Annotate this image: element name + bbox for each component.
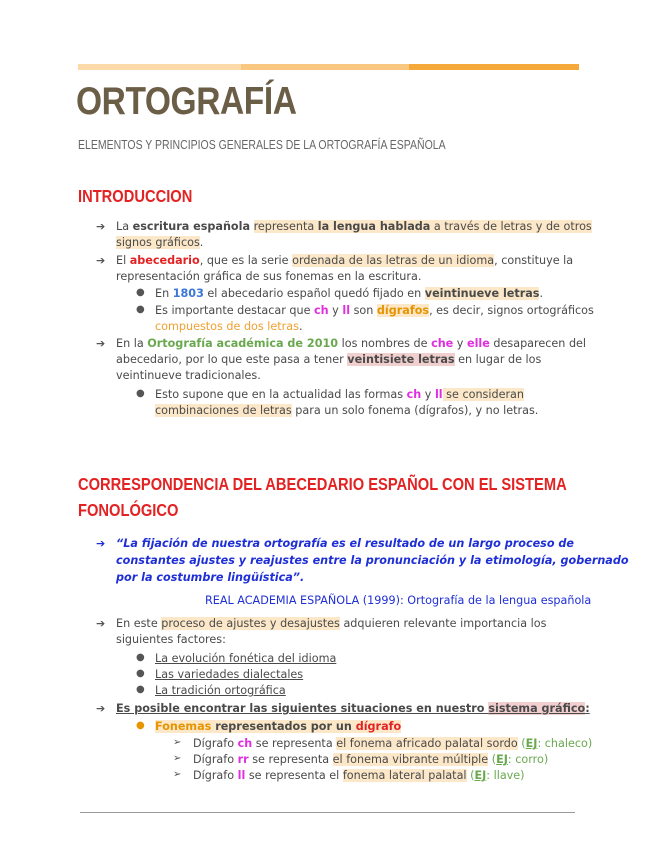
intro-paragraph-3-cont2: veintinueve tradicionales. bbox=[116, 369, 261, 382]
intro-paragraph-1-cont: signos gráficos. bbox=[116, 236, 204, 249]
heading-introduccion: INTRODUCCION bbox=[78, 186, 193, 206]
corr-subitem: Fonemas representados por un dígrafo bbox=[155, 720, 402, 733]
intro-bullet-3-cont: combinaciones de letras para un solo fonema (dígrafos), y no letras. bbox=[155, 404, 539, 417]
heading-correspondencia: CORRESPONDENCIA DEL ABECEDARIO ESPAÑOL CON EL SISTEMA bbox=[78, 474, 567, 494]
page-subtitle: ELEMENTOS Y PRINCIPIOS GENERALES DE LA ORTOGRAFÍA ESPAÑOLA bbox=[78, 138, 446, 152]
intro-paragraph-1: La escritura española representa la lengua hablada a través de letras y de otros bbox=[116, 220, 592, 233]
intro-paragraph-2: El abecedario, que es la serie ordenada de las letras de un idioma, constituye la bbox=[116, 254, 574, 267]
dot-bullet-icon: ● bbox=[136, 720, 145, 731]
intro-paragraph-2-cont: representación gráfica de sus fonemas en la escritura. bbox=[116, 270, 422, 283]
corr-paragraph-2: Es posible encontrar las siguientes situaciones en nuestro sistema gráfico: bbox=[116, 702, 590, 715]
factor-item: La tradición ortográfica bbox=[155, 684, 286, 697]
dot-bullet-icon: ● bbox=[136, 287, 145, 298]
dot-bullet-icon: ● bbox=[136, 304, 145, 315]
intro-bullet-3: Esto supone que en la actualidad las formas ch y ll se consideran bbox=[155, 388, 525, 401]
quote-line-2: constantes ajustes y reajustes entre la pronunciación y la etimología, gobernado bbox=[116, 554, 629, 567]
digraph-ch: Dígrafo ch se representa el fonema africado palatal sordo (EJ: chaleco) bbox=[193, 737, 593, 750]
top-accent-bar bbox=[78, 64, 579, 70]
arrow-bullet-icon: ➔ bbox=[96, 537, 106, 550]
arrow-bullet-icon: ➔ bbox=[96, 220, 106, 233]
arrow-bullet-icon: ➔ bbox=[96, 254, 106, 267]
arrow-bullet-icon: ➔ bbox=[96, 617, 106, 630]
dot-bullet-icon: ● bbox=[136, 684, 145, 695]
quote-line-3: por la costumbre lingüística”. bbox=[116, 571, 305, 584]
chevron-bullet-icon: ➢ bbox=[173, 753, 182, 764]
chevron-bullet-icon: ➢ bbox=[173, 769, 182, 780]
factor-item: Las variedades dialectales bbox=[155, 668, 304, 681]
accent-segment-dark bbox=[409, 64, 579, 70]
footer-divider bbox=[80, 812, 575, 813]
dot-bullet-icon: ● bbox=[136, 668, 145, 679]
arrow-bullet-icon: ➔ bbox=[96, 702, 106, 715]
intro-paragraph-3-cont: abecedario, por lo que este pasa a tener veintisiete letras en lugar de los bbox=[116, 353, 542, 366]
factor-item: La evolución fonética del idioma bbox=[155, 652, 337, 665]
accent-segment-light bbox=[78, 64, 241, 70]
intro-bullet-1: En 1803 el abecedario español quedó fijado en veintinueve letras. bbox=[155, 287, 544, 300]
corr-paragraph-1-cont: siguientes factores: bbox=[116, 633, 226, 646]
heading-correspondencia-cont: FONOLÓGICO bbox=[78, 500, 179, 520]
accent-segment-mid bbox=[241, 64, 409, 70]
digraph-rr: Dígrafo rr se representa el fonema vibrante múltiple (EJ: corro) bbox=[193, 753, 549, 766]
intro-paragraph-3: En la Ortografía académica de 2010 los nombres de che y elle desaparecen del bbox=[116, 337, 587, 350]
digraph-ll: Dígrafo ll se representa el fonema lateral palatal (EJ: llave) bbox=[193, 769, 525, 782]
dot-bullet-icon: ● bbox=[136, 388, 145, 399]
dot-bullet-icon: ● bbox=[136, 652, 145, 663]
page-title: ORTOGRAFÍA bbox=[76, 80, 297, 123]
quote-reference: REAL ACADEMIA ESPAÑOLA (1999): Ortografía de la lengua española bbox=[205, 594, 592, 607]
chevron-bullet-icon: ➢ bbox=[173, 737, 182, 748]
intro-bullet-2-cont: compuestos de dos letras. bbox=[155, 320, 303, 333]
corr-paragraph-1: En este proceso de ajustes y desajustes adquieren relevante importancia los bbox=[116, 617, 547, 630]
quote-line-1: “La fijación de nuestra ortografía es el resultado de un largo proceso de bbox=[116, 537, 574, 550]
arrow-bullet-icon: ➔ bbox=[96, 337, 106, 350]
intro-bullet-2: Es importante destacar que ch y ll son dígrafos, es decir, signos ortográficos bbox=[155, 304, 594, 317]
